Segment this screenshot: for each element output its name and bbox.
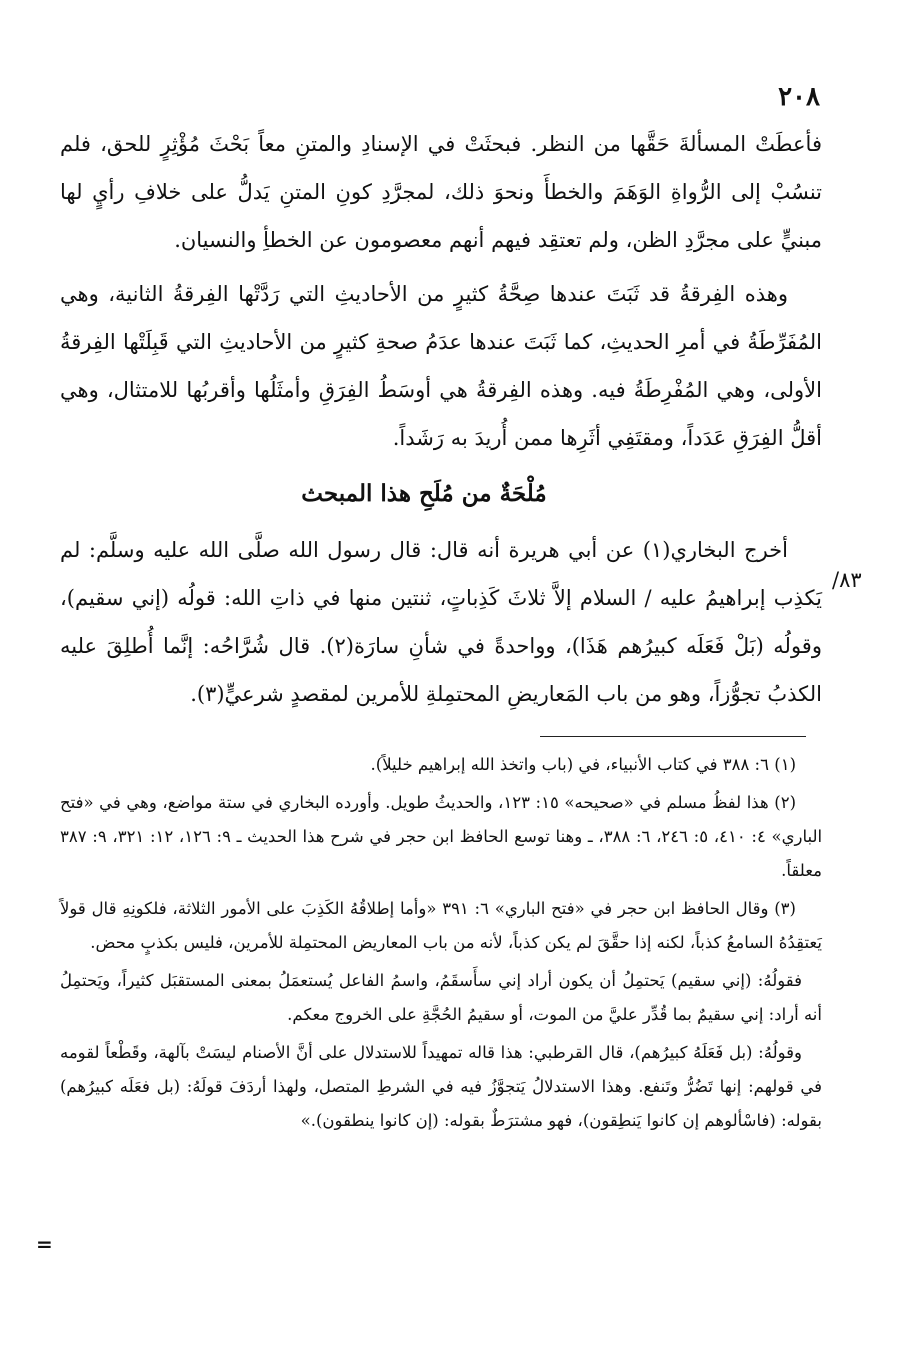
footnote-3-continuation-2: وقولُهُ: (بل فَعَلَهُ كبيرُهم)، قال القرطبي: هذا قاله تمهيداً للاستدلال على أنَّ الأصنام ليسَتْ بآلهة، وقَطْعاً لقومه في قولهم: إنها تَضُرُّ وتَنفع. وهذا الاستدلالُ يَتجوَّزُ فيه في الشرطِ المتصل، ولهذا أردَفَ قولَهُ: (بل فعَلَه كبيرُهم) بقوله: (فاسْألوهم إن كانوا يَنطِقون)، فهو مشترَطٌ بقوله: (إن كانوا ينطقون).» <box>60 1043 822 1130</box>
footnotes <box>60 748 822 1142</box>
footnote-divider <box>540 736 806 737</box>
paragraph-1: فأعطَتْ المسألةَ حَقَّها من النظر. فبحثَتْ في الإسنادِ والمتنِ معاً بَحْثَ مُؤْثِرٍ للحق، فلم تنسُبْ إلى الرُّواةِ الوَهَمَ والخطأَ ونحوَ ذلك، لمجرَّدِ كونِ المتنِ يَدلُّ على خلافِ رأيٍ لها مبنيٍّ على مجرَّدِ الظن، ولم تعتقِد فيهم أنهم معصومون عن الخطأِ والنسيان. <box>60 132 822 252</box>
page-number: ٢٠٨ <box>778 82 820 112</box>
margin-continuation-mark: = <box>36 1232 53 1256</box>
paragraph-2: وهذه الفِرقةُ قد ثَبَتَ عندها صِحَّةُ كثيرٍ من الأحاديثِ التي رَدَّتْها الفِرقةُ الثانية، وهي المُفَرِّطَةُ في أمرِ الحديثِ، كما ثَبَتَ عندها عدَمُ صحةِ كثيرٍ من الأحاديثِ التي قَبِلَتْها الفِرقةُ الأولى، وهي المُفْرِطَةُ فيه. وهذه الفِرقةُ هي أوسَطُ الفِرَقِ وأمثَلُها وأقربُها للامتثال، وهي أقلُّ الفِرَقِ عَدَداً، ومقتَفِي أثَرِها ممن أُريدَ به رَشَداً. <box>60 282 822 450</box>
paragraph-3: أخرج البخاري(١) عن أبي هريرة أنه قال: قال رسول الله صلَّى الله عليه وسلَّم: لم يَكذِب إبراهيمُ عليه / السلام إلاَّ ثلاثَ كَذِباتٍ، ثنتين منها في ذاتِ الله: قولُه (إني سقيم)، وقولُه (بَلْ فَعَلَه كبيرُهم هَذَا)، وواحدةً في شأنِ سارَة(٢). قال شُرَّاحُه: إنَّما أُطلِقَ عليه الكذبُ تجوُّزاً، وهو من باب المَعاريضِ المحتمِلةِ للأمرين لمقصدٍ شرعيٍّ(٣). <box>60 538 822 706</box>
section-heading: مُلْحَةٌ من مُلَحِ هذا المبحث <box>301 480 547 507</box>
footnote-3-continuation-1: فقولُهُ: (إني سقيم) يَحتمِلُ أن يكون أراد إني سأَسقَمُ، واسمُ الفاعل يُستعمَلُ بمعنى المستقبَل كثيراً، ويَحتمِلُ أنه أراد: إني سقيمٌ بما قُدِّر عليَّ من الموت، أو سقيمُ الحُجَّةِ على الخروج معكم. <box>60 971 822 1024</box>
footnote-1: (١) ٦: ٣٨٨ في كتاب الأنبياء، في (باب واتخذ الله إبراهيم خليلاً). <box>370 755 796 774</box>
footnote-3: (٣) وقال الحافظ ابن حجر في «فتح الباري» ٦: ٣٩١ «وأما إطلاقُهُ الكَذِبَ على الأمور الثلاثة، فلكونِهِ قال قولاً يَعتقِدُهُ السامعُ كذباً، لكنه إذا حقَّقَ لم يكن كذباً، لأنه من باب المعاريض المحتمِلة للأمرين، فليس بكذبٍ محض. <box>60 899 822 952</box>
footnote-2: (٢) هذا لفظُ مسلم في «صحيحه» ١٥: ١٢٣، والحديثُ طويل. وأورده البخاري في ستة مواضع، وهي في «فتح الباري» ٤: ٤١٠، ٥: ٢٤٦، ٦: ٣٨٨، ـ وهنا توسع الحافظ ابن حجر في شرح هذا الحديث ـ ٩: ١٢٦، ١٢: ٣٢١، ٩: ٣٨٧ معلقاً. <box>60 793 823 880</box>
margin-page-reference: ٨٣/ <box>832 568 862 592</box>
main-text <box>60 120 822 718</box>
